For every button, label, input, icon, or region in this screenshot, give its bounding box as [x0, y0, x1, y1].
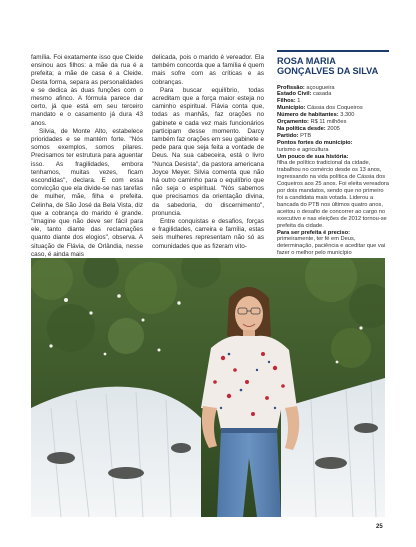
profile-field-party: Partido: PTB — [277, 132, 312, 139]
profile-strengths-text: turismo e agricultura — [277, 146, 329, 153]
paragraph: família. Foi exatamente isso que Cleide ensinou aos filhos: a mãe da rua é a prefeita; a mãe de casa é a Cleide. Desta forma, separa as personalidades e se dedica às duas funções com o mesmo afinco. A fórmula parece dar certo, já que está em seu terceiro mandato e o casamento já dura 43 anos. — [31, 54, 143, 127]
profile-name: ROSA MARIA GONÇALVES DA SILVA — [277, 55, 379, 76]
waterfall-portrait-illustration — [31, 258, 385, 517]
profile-history-heading: Um pouco de sua história: — [277, 153, 349, 160]
profile-requirements-heading: Para ser prefeita é preciso: — [277, 229, 351, 236]
page-number: 25 — [376, 524, 383, 530]
profile-requirements-text: primeiramente, ter fé em Deus, determinação, paciência e aceditar que vai fazer o melhor pelo município — [277, 236, 386, 257]
profile-field-marital: Estado Civil: casada — [277, 91, 332, 98]
article-column-2 — [152, 54, 264, 251]
profile-field-inhabitants: Número de habitantes: 3.300 — [277, 112, 355, 119]
profile-field-profession: Profissão: açougueira — [277, 84, 335, 91]
sidebar-rule — [277, 50, 389, 52]
profile-strengths-heading: Pontos fortes do município: — [277, 139, 353, 146]
paragraph: delicada, pois o marido é vereador. Ela também concorda que a família é quem mais sofre com as críticas e as cobranças. — [152, 54, 264, 86]
profile-sidebar — [277, 50, 389, 257]
profile-history-text: filha de político tradicional da cidade, trabalhou no comércio desde os 13 anos, ingressando na vida política de Cássia dos Coqueiros aos 25 anos. Foi eleita vereadora por dois mandatos, sendo que no primeiro foi a candidata mais votada. Liderou a bancada do PTB nos últimos quatro anos, aceitou o desafio de concorrer ao cargo no executivo e nas eleições de 2012 tornou-se prefeita da cidade. — [277, 160, 389, 229]
profile-field-budget: Orçamento: R$ 11 milhões — [277, 119, 347, 126]
portrait-photo — [31, 258, 385, 517]
paragraph: Silvia, de Monte Alto, estabelece prioridades e se mantém forte. "Nós somos exemplos, somos pilares. Precisamos ter estrutura para aguentar isso. As fragilidades, embora tenhamos, muitas vezes, ficam escondidas", declara. E com essa convicção que ela divide-se nas tarefas de mulher, mãe, filha e prefeita. Celinha, de São José da Bela Vista, diz que a cobrança do marido é grande. "Imagine que não deve ser fácil para ele, tanto diante das reclamações quanto diante dos elogios", observa. A situação de Flávia, de Orlândia, nesse caso, é ainda mais — [31, 127, 143, 258]
profile-field-municipality: Município: Cássia dos Coqueiros — [277, 105, 363, 112]
profile-field-children: Filhos: 1 — [277, 98, 301, 105]
paragraph: Entre conquistas e desafios, forças e fragilidades, carreira e família, estas seis mulheres representam não só as comunidades que as fizeram vito- — [152, 218, 264, 250]
paragraph: Para buscar equilíbrio, todas acreditam que a força maior esteja no caminho espiritual. Flávia conta que, todas as manhãs, faz orações no gabinete e cada vez mais funcionários participam desse momento. Darcy também faz orações em seu gabinete e pede para que seja feita a vontade de Deus. Na sua cabeceira, está o livro "Nunca Desista", da pastora americana Joyce Meyer. Silvia comenta que não há outro caminho para o equilíbrio que não seja o espiritual. "Nós sabemos que precisamos da orientação divina, da sabedoria, do discernimento", pronuncia. — [152, 86, 264, 217]
article-column-1 — [31, 54, 143, 259]
profile-field-politics-since: Na política desde: 2005 — [277, 125, 340, 132]
